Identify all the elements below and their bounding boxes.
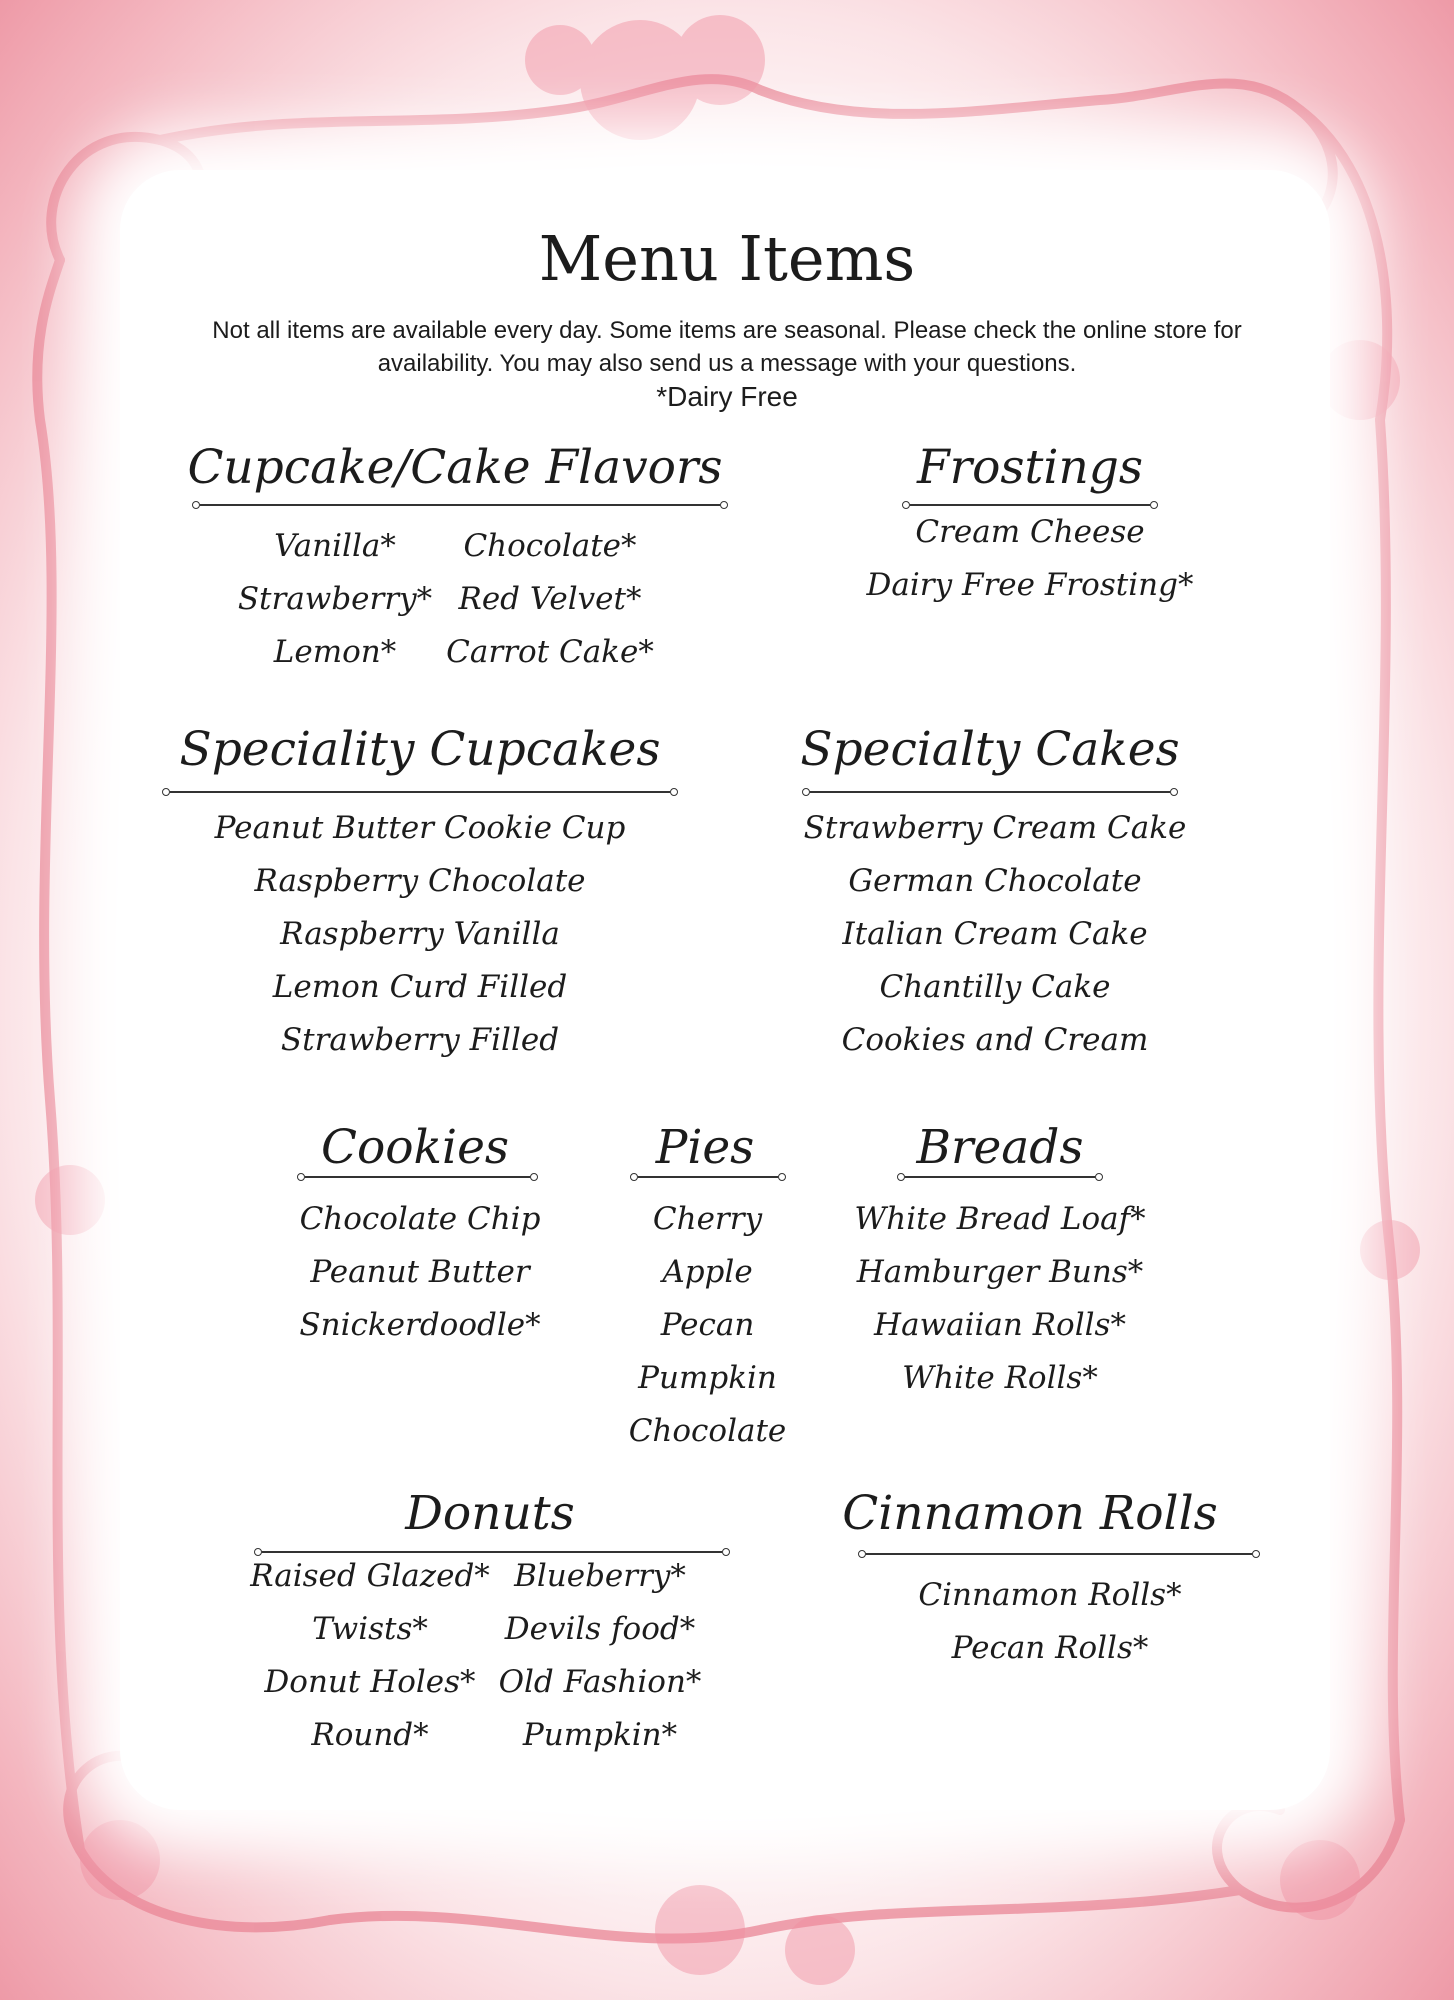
list-item: Cream Cheese xyxy=(915,514,1145,550)
list-item: Lemon* xyxy=(273,634,397,670)
list-item: Strawberry Filled xyxy=(280,1022,560,1058)
divider xyxy=(200,504,720,506)
heading-cinnamon-rolls: Cinnamon Rolls xyxy=(842,1486,1218,1541)
list-item: Apple xyxy=(662,1254,753,1290)
cinnamon-rolls-list xyxy=(880,1569,1220,1675)
heading-cupcake-flavors: Cupcake/Cake Flavors xyxy=(187,440,723,495)
list-item: German Chocolate xyxy=(848,863,1142,899)
list-item: Strawberry Cream Cake xyxy=(803,810,1187,846)
list-item: Hamburger Buns* xyxy=(856,1254,1144,1290)
intro-text: Not all items are available every day. Some items are seasonal. Please check the online store for availability. You may also send us a message with your questions. xyxy=(212,317,1242,377)
list-item: Dairy Free Frosting* xyxy=(866,567,1194,603)
list-item: Lemon Curd Filled xyxy=(272,969,568,1005)
list-item: Chocolate Chip xyxy=(299,1201,541,1237)
heading-breads: Breads xyxy=(916,1120,1084,1175)
specialty-cakes-list xyxy=(790,802,1200,1067)
list-item: Hawaiian Rolls* xyxy=(874,1307,1126,1343)
list-item: Carrot Cake* xyxy=(446,634,654,670)
list-item: Cherry xyxy=(652,1201,763,1237)
donuts-list-right xyxy=(480,1550,720,1762)
list-item: Devils food* xyxy=(504,1611,696,1647)
page-title: Menu Items xyxy=(538,222,916,295)
list-item: Cinnamon Rolls* xyxy=(918,1577,1182,1613)
list-item: Old Fashion* xyxy=(498,1664,702,1700)
list-item: White Rolls* xyxy=(902,1360,1098,1396)
list-item: Chocolate xyxy=(628,1413,787,1449)
list-item: Italian Cream Cake xyxy=(842,916,1148,952)
list-item: Pecan xyxy=(660,1307,755,1343)
frostings-list xyxy=(830,506,1230,612)
list-item: Vanilla* xyxy=(274,528,396,564)
divider xyxy=(866,1553,1252,1555)
heading-frostings: Frostings xyxy=(917,440,1143,495)
speciality-cupcakes-list xyxy=(190,802,650,1067)
heading-speciality-cupcakes: Speciality Cupcakes xyxy=(179,722,661,777)
list-item: Twists* xyxy=(312,1611,428,1647)
list-item: Donut Holes* xyxy=(264,1664,476,1700)
heading-cookies: Cookies xyxy=(321,1120,509,1175)
cookies-list xyxy=(270,1193,570,1352)
list-item: Pumpkin xyxy=(638,1360,777,1396)
list-item: White Bread Loaf* xyxy=(854,1201,1146,1237)
list-item: Raspberry Vanilla xyxy=(280,916,560,952)
list-item: Snickerdoodle* xyxy=(299,1307,541,1343)
list-item: Peanut Butter Cookie Cup xyxy=(214,810,626,846)
breads-list xyxy=(840,1193,1160,1405)
cupcake-list-right xyxy=(430,520,670,679)
divider xyxy=(905,1176,1095,1178)
list-item: Cookies and Cream xyxy=(841,1022,1149,1058)
list-item: Chocolate* xyxy=(463,528,637,564)
list-item: Red Velvet* xyxy=(458,581,642,617)
pies-list xyxy=(600,1193,815,1458)
list-item: Round* xyxy=(311,1717,429,1753)
donuts-list-left xyxy=(245,1550,495,1762)
heading-donuts: Donuts xyxy=(405,1486,575,1541)
list-item: Blueberry* xyxy=(514,1558,686,1594)
list-item: Raised Glazed* xyxy=(250,1558,490,1594)
divider xyxy=(170,791,670,793)
dairy-free-note: *Dairy Free xyxy=(656,381,798,412)
list-item: Strawberry* xyxy=(237,581,433,617)
divider xyxy=(638,1176,778,1178)
list-item: Pumpkin* xyxy=(522,1717,678,1753)
list-item: Peanut Butter xyxy=(310,1254,530,1290)
heading-pies: Pies xyxy=(655,1120,755,1175)
divider xyxy=(810,791,1170,793)
cupcake-list-left xyxy=(220,520,450,679)
list-item: Chantilly Cake xyxy=(879,969,1111,1005)
heading-specialty-cakes: Specialty Cakes xyxy=(800,722,1180,777)
list-item: Pecan Rolls* xyxy=(951,1630,1149,1666)
divider xyxy=(305,1176,530,1178)
list-item: Raspberry Chocolate xyxy=(254,863,586,899)
